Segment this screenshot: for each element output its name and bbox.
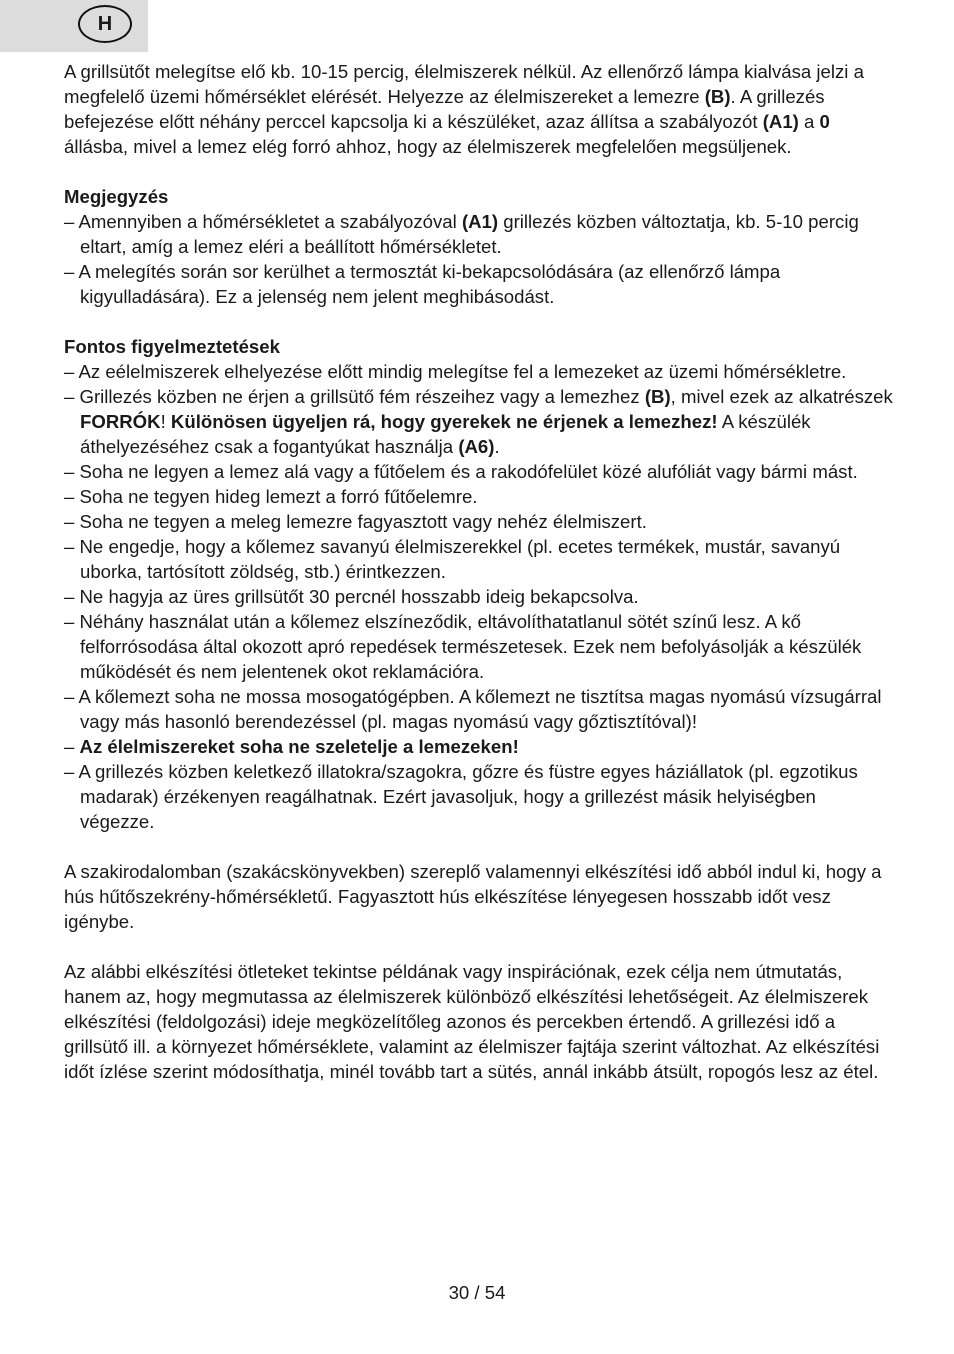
document-body (64, 59, 894, 1084)
warning-item: – Ne hagyja az üres grillsütőt 30 percnél hosszabb ideig bekapcsolva. (64, 586, 639, 607)
note-item: – A melegítés során sor kerülhet a termosztát ki-bekapcsolódására (az ellenőrző lámpa kigyulladására). Ez a jelenség nem jelent meghibásodást. (64, 261, 781, 307)
warning-item: – Soha ne tegyen hideg lemezt a forró fűtőelemre. (64, 486, 478, 507)
warning-item: – A grillezés közben keletkező illatokra/szagokra, gőzre és füstre egyes háziállatok (pl. egzotikus madarak) érzékenyen reagálhatnak. Ezért javasoljuk, hogy a grillezést másik helyiségben végezze. (64, 761, 858, 832)
tips-paragraph: Az alábbi elkészítési ötleteket tekintse példának vagy inspirációnak, ezek célja nem útmutatás, hanem az, hogy megmutassa az élelmiszerek különböző elkészítési lehetőségeit. Az élelmiszerek elkészítési (feldolgozási) ideje megközelítőleg azonos és percekben értendő. A grillezési idő a grillsütő ill. a környezet hőmérséklete, valamint az élelmiszer fajtája szerint változhat. Az elkészítési időt ízlése szerint módosíthatja, minél tovább tart a sütés, annál inkább átsült, ropogós lesz az étel. (64, 961, 880, 1082)
warning-item: – Az élelmiszereket soha ne szeletelje a lemezeken! (64, 736, 519, 757)
warning-item: – A kőlemezt soha ne mossa mosogatógépben. A kőlemezt ne tisztítsa magas nyomású vízsugárral vagy más hasonló berendezéssel (pl. magas nyomású vagy gőztisztítóval)! (64, 686, 882, 732)
info-paragraph: A szakirodalomban (szakácskönyvekben) szereplő valamennyi elkészítési idő abból indul ki, hogy a hús hűtőszekrény-hőmérsékletű. Fagyasztott hús elkészítése lényegesen hosszabb időt vesz igénybe. (64, 861, 882, 932)
intro-paragraph: A grillsütőt melegítse elő kb. 10-15 percig, élelmiszerek nélkül. Az ellenőrző lámpa kialvása jelzi a megfelelő üzemi hőmérséklet elérését. Helyezze az élelmiszereket a lemezre (B). A grillezés befejezése előtt néhány perccel kapcsolja ki a készüléket, azaz állítsa a szabályozót (A1) a 0 állásba, mivel a lemez elég forró ahhoz, hogy az élelmiszerek megfelelően megsüljenek. (64, 61, 864, 157)
warning-item: – Az eélelmiszerek elhelyezése előtt mindig melegítse fel a lemezeket az üzemi hőmérsékletre. (64, 361, 847, 382)
warning-item: – Ne engedje, hogy a kőlemez savanyú élelmiszerekkel (pl. ecetes termékek, mustár, savanyú uborka, tartósított zöldség, stb.) érintkezzen. (64, 536, 841, 582)
warning-item: – Soha ne legyen a lemez alá vagy a fűtőelem és a rakodófelület közé alufóliát vagy bármi mást. (64, 461, 858, 482)
language-badge: H (78, 5, 132, 43)
note-heading: Megjegyzés (64, 186, 169, 207)
warnings-heading: Fontos figyelmeztetések (64, 336, 280, 357)
note-item: – Amennyiben a hőmérsékletet a szabályozóval (A1) grillezés közben változtatja, kb. 5-10 percig eltart, amíg a lemez eléri a beállított hőmérsékletet. (64, 211, 859, 257)
language-tab (0, 0, 148, 52)
warning-item: – Grillezés közben ne érjen a grillsütő fém részeihez vagy a lemezhez (B), mivel ezek az alkatrészek FORRÓK! Különösen ügyeljen rá, hogy gyerekek ne érjenek a lemezhez! A készülék áthelyezéséhez csak a fogantyúkat használja (A6). (64, 386, 893, 457)
warning-item: – Soha ne tegyen a meleg lemezre fagyasztott vagy nehéz élelmiszert. (64, 511, 647, 532)
page-number: 30 / 54 (448, 1282, 506, 1303)
warning-item: – Néhány használat után a kőlemez elszíneződik, eltávolíthatatlanul sötét színű lesz. A kő felforrósodása által okozott apró repedések természetesek. Ezek nem befolyásolják a készülék működését és nem jelentenek okot reklamációra. (64, 611, 862, 682)
